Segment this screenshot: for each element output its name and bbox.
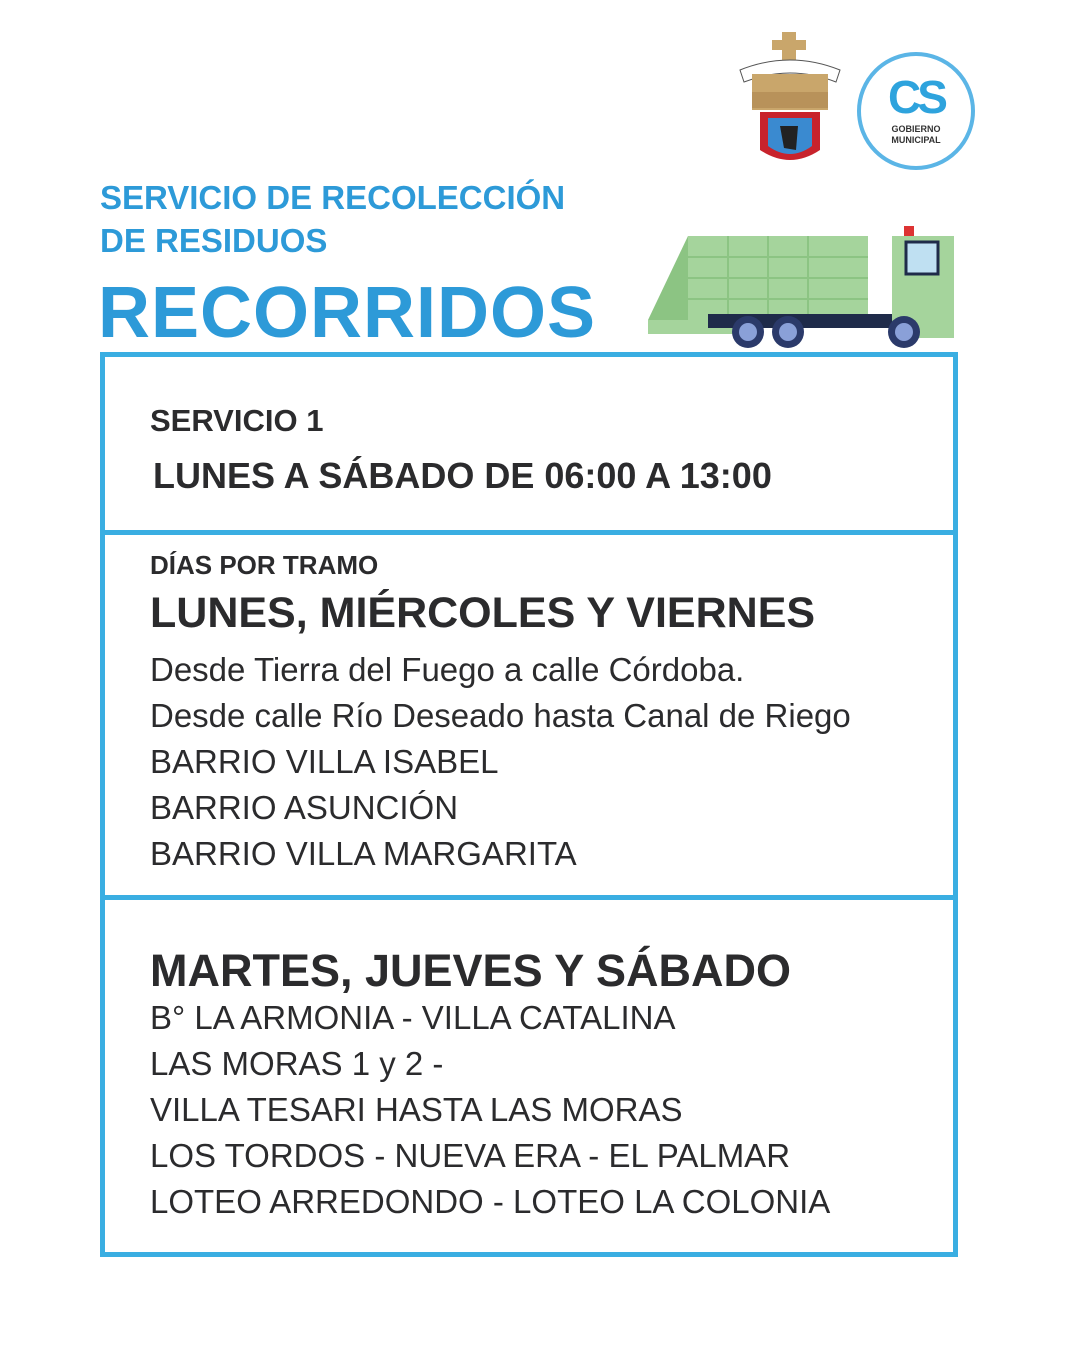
divider [105,895,953,900]
route-line: LOS TORDOS - NUEVA ERA - EL PALMAR [150,1137,791,1174]
section2-days: MARTES, JUEVES Y SÁBADO [150,945,791,996]
route-line: B° LA ARMONIA - VILLA CATALINA [150,999,676,1036]
subtitle-line-1: SERVICIO DE RECOLECCIÓN [100,179,566,216]
section2-list [150,995,830,1225]
section1-list [150,647,851,877]
section1-days: LUNES, MIÉRCOLES Y VIERNES [150,589,816,637]
route-line: BARRIO ASUNCIÓN [150,789,459,826]
route-line: LAS MORAS 1 y 2 - [150,1045,444,1082]
logo-text: GOBIERNO MUNICIPAL [891,124,941,145]
logo-initials: CS [888,71,944,123]
coat-of-arms-logo [738,30,842,170]
route-line: BARRIO VILLA ISABEL [150,743,499,780]
route-line: VILLA TESARI HASTA LAS MORAS [150,1091,683,1128]
route-line: BARRIO VILLA MARGARITA [150,835,577,872]
route-line: Desde calle Río Deseado hasta Canal de Riego [150,697,851,734]
route-line: Desde Tierra del Fuego a calle Córdoba. [150,651,745,688]
service-name: SERVICIO 1 [150,403,324,438]
page-title: RECORRIDOS [98,273,597,353]
route-line: LOTEO ARREDONDO - LOTEO LA COLONIA [150,1183,831,1220]
divider [105,530,953,535]
section-label: DÍAS POR TRAMO [150,550,379,580]
service-schedule: LUNES A SÁBADO DE 06:00 A 13:00 [153,455,772,496]
subtitle-line-2: DE RESIDUOS [100,222,328,259]
schedule-box [100,352,958,1257]
municipal-logo [857,52,975,170]
garbage-truck-icon [648,222,960,352]
